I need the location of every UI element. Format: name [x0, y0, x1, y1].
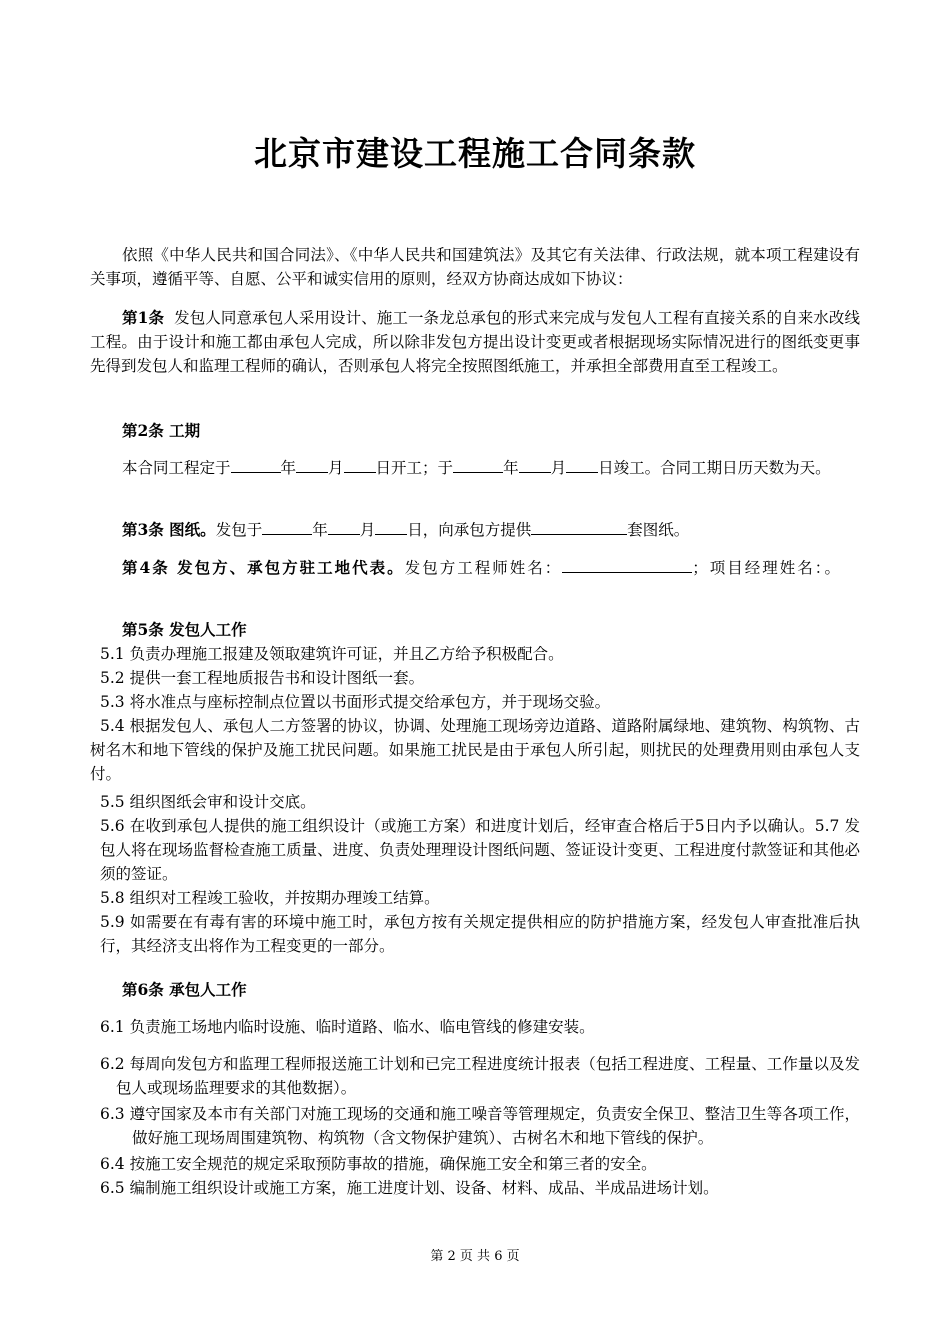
- clause-5-4-text: 5.4 根据发包人、承包人二方签署的协议，协调、处理施工现场旁边道路、道路附属绿地、建筑物、构筑物、古树名木和地下管线的保护及施工扰民问题。如果施工扰民是由于承包人所引起，则扰民的处理费用则由承包人支付。: [90, 717, 860, 783]
- blank-field: [375, 520, 407, 535]
- clause-5-5: 5.5 组织图纸会审和设计交底。: [100, 793, 316, 811]
- clause-5-6: 5.6 在收到承包人提供的施工组织设计（或施工方案）和进度计划后，经审查合格后于5日内予以确认。5.7 发包人将在现场监督检查施工质量、进度、负责处理理设计图纸问题、签证设计变更、工程进度付款签证和其他必须的签证。: [100, 817, 860, 883]
- blank-field: [296, 458, 328, 473]
- article-6-heading: 第6条 承包人工作: [122, 980, 247, 999]
- blank-field: [344, 458, 376, 473]
- month-label: 月: [550, 459, 567, 477]
- year-label: 年: [312, 521, 328, 539]
- clause-5-9: 5.9 如需要在有毒有害的环境中施工时，承包方按有关规定提供相应的防护措施方案，经发包人审查批准后执行，其经济支出将作为工程变更的一部分。: [100, 913, 860, 955]
- clause-6-5: 6.5 编制施工组织设计或施工方案，施工进度计划、设备、材料、成品、半成品进场计划。: [100, 1179, 719, 1197]
- clause-6-4: 6.4 按施工安全规范的规定采取预防事故的措施，确保施工安全和第三者的安全。: [100, 1155, 657, 1173]
- days-tail: 天。: [799, 459, 831, 477]
- article-4-label: 第4条 发包方、承包方驻工地代表。: [122, 558, 405, 577]
- article-3-mid: 日，向承包方提供: [407, 521, 532, 539]
- article-3-lead: 发包于: [215, 521, 263, 539]
- page-number: 第 2 页 共 6 页: [430, 1249, 520, 1264]
- article-2-heading: 第2条 工期: [122, 421, 201, 440]
- clause-5-2: 5.2 提供一套工程地质报告书和设计图纸一套。: [100, 669, 425, 687]
- article-3-label: 第3条 图纸。: [122, 520, 216, 539]
- manager-name-label: ；项目经理姓名：: [692, 559, 825, 577]
- article-2-lead: 本合同工程定于: [122, 459, 231, 477]
- article-2-text: [90, 456, 860, 480]
- clause-5-8: 5.8 组织对工程竣工验收，并按期办理竣工结算。: [100, 889, 440, 907]
- blank-field: [231, 458, 281, 473]
- blank-field: [519, 458, 551, 473]
- month-label: 月: [359, 521, 376, 539]
- blank-field: [531, 520, 627, 535]
- year-label: 年: [503, 459, 519, 477]
- article-1-label: 第1条: [122, 308, 165, 327]
- clause-6-1: 6.1 负责施工场地内临时设施、临时道路、临水、临电管线的修建安装。: [100, 1018, 595, 1036]
- engineer-name-blank: [562, 558, 692, 573]
- article-4-tail: 。: [824, 559, 842, 577]
- article-3-tail: 套图纸。: [627, 521, 690, 539]
- article-5-heading: 第5条 发包人工作: [122, 620, 247, 639]
- clause-5-4: [90, 714, 860, 786]
- clause-5-1: 5.1 负责办理施工报建及领取建筑许可证，并且乙方给予积极配合。: [100, 645, 564, 663]
- month-label: 月: [328, 459, 344, 477]
- clause-6-2: 6.2 每周向发包方和监理工程师报送施工计划和已完工程进度统计报表（包括工程进度、工程量、工作量以及发包人或现场监理要求的其他数据）。: [100, 1055, 860, 1097]
- clause-5-3: 5.3 将水准点与座标控制点位置以书面形式提交给承包方，并于现场交验。: [100, 693, 611, 711]
- intro-paragraph: 依照《中华人民共和国合同法》、《中华人民共和国建筑法》及其它有关法律、行政法规，就本项工程建设有关事项，遵循平等、自愿、公平和诚实信用的原则，经双方协商达成如下协议：: [90, 246, 860, 288]
- start-label: 日开工；于: [375, 459, 454, 477]
- end-label: 日竣工。合同工期日历天数为: [598, 459, 800, 477]
- blank-field: [328, 520, 360, 535]
- clause-6-3: 6.3 遵守国家及本市有关部门对施工现场的交通和施工噪音等管理规定，负责安全保卫、整洁卫生等各项工作，做好施工现场周围建筑物、构筑物（含文物保护建筑）、古树名木和地下管线的保护。: [100, 1105, 860, 1147]
- blank-field: [453, 458, 503, 473]
- year-label: 年: [280, 459, 297, 477]
- article-4: [90, 556, 860, 580]
- article-1: [90, 306, 860, 378]
- blank-field: [566, 458, 598, 473]
- engineer-name-label: 发包方工程师姓名：: [404, 559, 563, 577]
- article-1-text: 发包人同意承包人采用设计、施工一条龙总承包的形式来完成与发包人工程有直接关系的自来水改线工程。由于设计和施工都由承包人完成，所以除非发包方提出设计变更或者根据现场实际情况进行的图纸变更事先得到发包人和监理工程师的确认，否则承包人将完全按照图纸施工，并承担全部费用直至工程竣工。: [90, 309, 860, 375]
- blank-field: [262, 520, 312, 535]
- document-title: 北京市建设工程施工合同条款: [254, 134, 696, 173]
- article-3: [90, 518, 860, 542]
